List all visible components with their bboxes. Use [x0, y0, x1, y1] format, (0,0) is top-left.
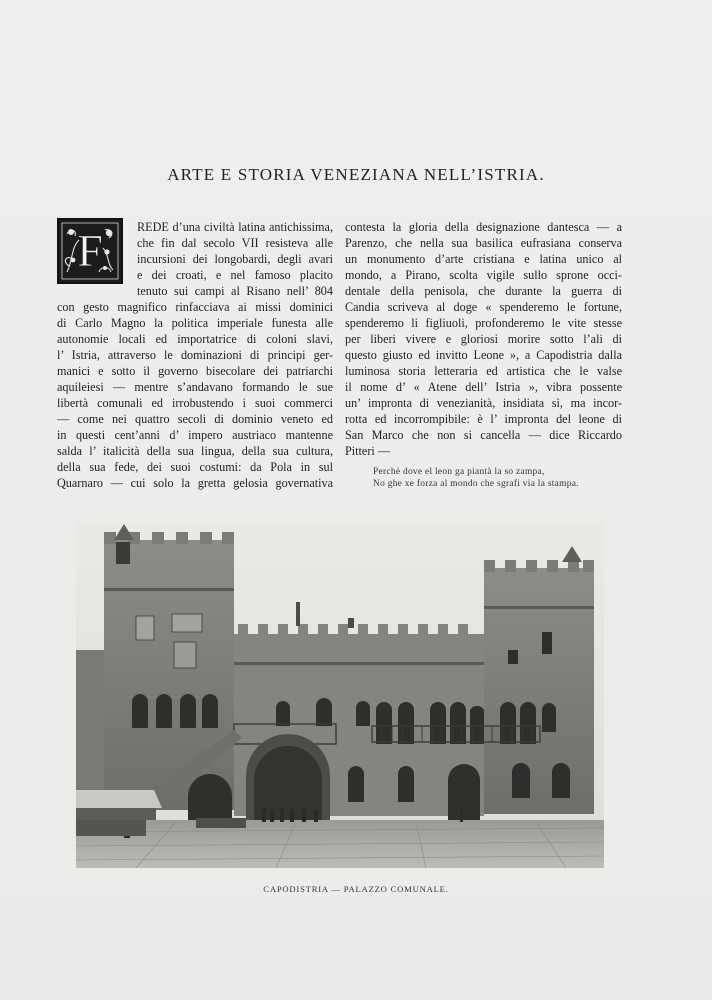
text-line: un monumento d’arte cristiana e latina unico al — [345, 252, 622, 266]
palazzo-building-image — [76, 522, 604, 868]
dropcap-letter: F — [77, 225, 103, 276]
text-line: incursioni dei longobardi, degli avari — [137, 252, 333, 266]
text-line: San Marco che non si cancella — dice Riccardo — [345, 428, 622, 442]
text-line: manici e sotto il governo bisecolare dei patriarchi — [57, 364, 333, 378]
text-line: Quarnaro — cui solo la gretta gelosia governativa — [57, 476, 333, 490]
article-title: ARTE E STORIA VENEZIANA NELL’ISTRIA. — [167, 165, 545, 184]
text-line: della sua fede, dei suoi costumi: da Pola in sul — [57, 460, 333, 474]
text-line: che fin dal secolo VII resisteva alle — [137, 236, 333, 250]
text-line: luminosa storia letteraria ed artistica che le valse — [345, 364, 622, 378]
text-line: rotta ed incorrompibile: è l’ impronta del leone di — [345, 412, 622, 426]
text-line: Parenzo, che nella sua basilica eufrasiana conserva — [345, 236, 622, 250]
text-line: — come nei quattro secoli di dominio veneto ed — [57, 412, 333, 426]
text-line: per liberi vivere e gloriosi morire sotto l’ali di — [345, 332, 622, 346]
text-line: libertà comunali ed irrobustendo i suoi commerci — [57, 396, 333, 410]
right-text-column — [345, 219, 622, 459]
text-line: dentale della penisola, che durante la guerra di — [345, 284, 622, 298]
text-line: aquileiesi — mentre s’andavano formando le sue — [57, 380, 333, 394]
text-line: contesta la gloria della designazione dantesca — a — [345, 220, 622, 234]
text-line: con gesto magnifico rinfacciava ai missi dominici — [57, 300, 333, 314]
text-line: tenuto sui campi al Risano nell’ 804 — [137, 284, 333, 298]
text-line: questo giusto ed invitto Leone », a Capodistria dalla — [345, 348, 622, 362]
text-line: l’ Istria, attraverso le dominazioni di principi ger- — [57, 348, 333, 362]
quote-line: Perchè dove el leon ga piantà la so zampa, — [373, 467, 545, 477]
photo-caption: CAPODISTRIA — PALAZZO COMUNALE. — [263, 884, 449, 894]
text-line: il nome d’ « Atene dell’ Istria », vibra possente — [345, 380, 622, 394]
left-text-column — [57, 219, 333, 491]
text-line: e dei croati, e nel famoso placito — [137, 268, 333, 282]
text-line: in questi cent’anni d’ impero austriaco mantenne — [57, 428, 333, 442]
text-line: Pitteri — — [345, 444, 391, 458]
text-line: mondo, a Pirano, scolta vigile sullo sprone occi- — [345, 268, 622, 282]
text-line: autonomie locali ed importatrice di coloni slavi, — [57, 332, 333, 346]
text-line: Candia scriveva al doge « spenderemo le fortune, — [345, 300, 622, 314]
palazzo-photograph — [76, 522, 604, 868]
text-line: un’ impronta di venezianità, insidiata sì, ma incor- — [345, 396, 622, 410]
text-line: spenderemo li figliuoli, profonderemo le vite stesse — [345, 316, 622, 330]
quote-line: No ghe xe forza al mondo che sgrafi via la stampa. — [373, 479, 579, 489]
text-line: REDE d’una civiltà latina antichissima, — [137, 220, 333, 234]
text-line: di Carlo Magno la politica imperiale funesta alle — [57, 316, 333, 330]
verse-quote — [373, 466, 579, 490]
text-line: salda l’ italicità della sua lingua, della sua cultura, — [57, 444, 333, 458]
